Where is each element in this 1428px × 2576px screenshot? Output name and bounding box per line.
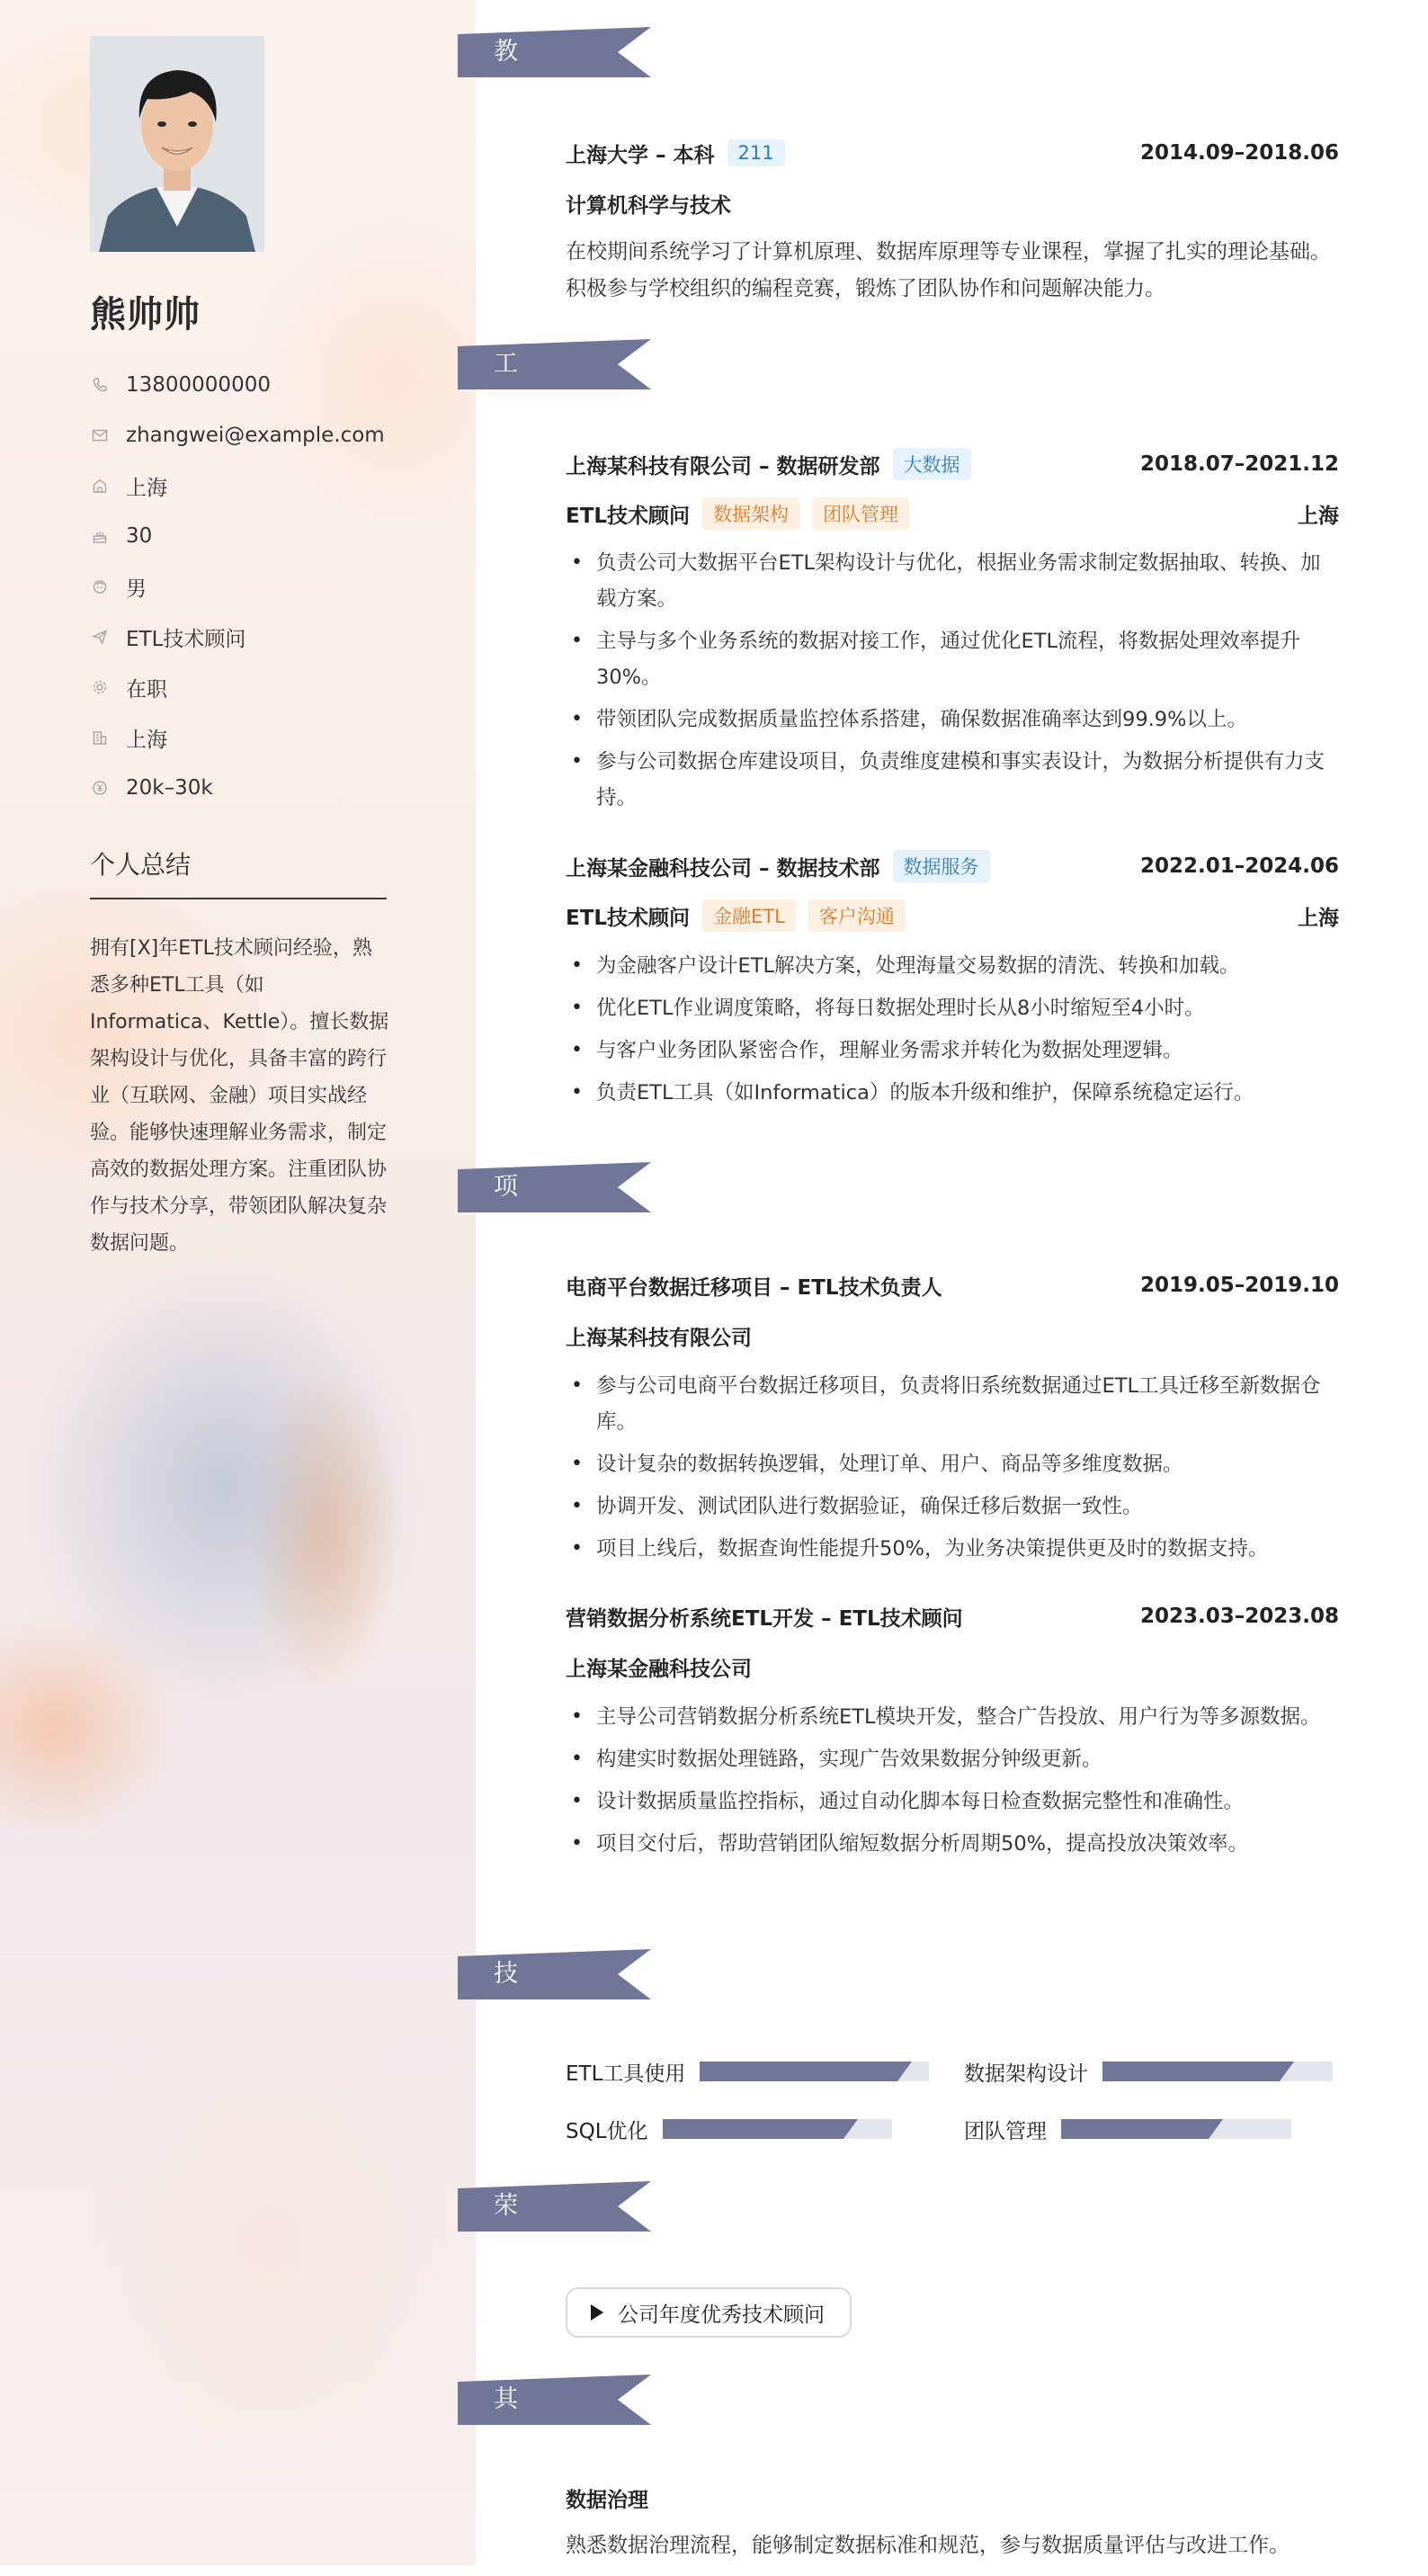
project-date: 2023.03–2023.08 xyxy=(1139,1605,1339,1628)
summary-divider xyxy=(90,898,387,899)
project-company: 上海某金融科技公司 xyxy=(566,1657,752,1681)
company-tag: 大数据 xyxy=(893,448,971,480)
project-entry-header xyxy=(566,1267,1339,1303)
role-tag: 客户沟通 xyxy=(808,899,906,932)
work-role-row xyxy=(566,898,1339,934)
list-item: • 参与公司数据仓库建设项目，负责维度建模和事实表设计，为数据分析提供有力支持。 xyxy=(566,744,1339,816)
home-city: 上海 xyxy=(126,476,167,500)
profile-photo xyxy=(90,36,264,252)
work-role-row xyxy=(566,496,1339,532)
project-entry-header xyxy=(566,1598,1339,1634)
other-title-row xyxy=(566,2480,1339,2516)
skill-item xyxy=(566,2111,892,2147)
list-item: • 项目交付后，帮助营销团队缩短数据分析周期50%，提高投放决策效率。 xyxy=(566,1826,1339,1862)
list-item: • 项目上线后，数据查询性能提升50%，为业务决策提供更及时的数据支持。 xyxy=(566,1531,1339,1567)
skill-bar xyxy=(700,2062,929,2081)
education-description: 在校期间系统学习了计算机原理、数据库原理等专业课程，掌握了扎实的理论基础。积极参与学校组织的编程竞赛，锻炼了团队协作和问题解决能力。 xyxy=(566,240,1331,300)
info-work-city xyxy=(90,712,385,763)
school-tag: 211 xyxy=(727,139,785,166)
other-text: 熟悉数据治理流程，能够制定数据标准和规范，参与数据质量评估与改进工作。 xyxy=(566,2534,1290,2557)
skill-name: 数据架构设计 xyxy=(964,2062,1088,2086)
work-bullets xyxy=(566,948,1339,1117)
sidebar xyxy=(0,0,476,2565)
salary-icon xyxy=(90,778,110,798)
work-entry-header xyxy=(566,446,1339,482)
skill-level-fill xyxy=(1102,2062,1280,2081)
section-title-awards: 荣誉奖项 xyxy=(494,2192,520,2371)
role-tag: 数据架构 xyxy=(702,497,799,530)
list-item: • 带领团队完成数据质量监控体系搭建，确保数据准确率达到99.9%以上。 xyxy=(566,702,1339,738)
skill-item xyxy=(566,2053,929,2089)
section-title-skills: 技能专长 xyxy=(494,1960,520,2139)
education-date: 2014.09–2018.06 xyxy=(1139,141,1339,165)
education-major-row xyxy=(566,185,1339,221)
status-icon xyxy=(90,677,110,697)
gender-icon xyxy=(90,577,110,596)
work-location: 上海 xyxy=(1298,906,1339,930)
home-icon xyxy=(90,476,110,496)
info-position xyxy=(90,612,385,662)
info-phone xyxy=(90,360,385,410)
work-entry-header xyxy=(566,848,1339,884)
company-name: 上海某科技有限公司 – 数据研发部 xyxy=(566,454,880,479)
section-title-work: 工作经历 xyxy=(494,350,520,529)
info-home xyxy=(90,461,385,511)
role-tag: 金融ETL xyxy=(702,899,796,932)
skill-item xyxy=(964,2111,1291,2147)
info-age xyxy=(90,511,385,561)
work-date: 2022.01–2024.06 xyxy=(1139,854,1339,878)
info-email xyxy=(90,410,385,461)
skill-name: SQL优化 xyxy=(566,2119,648,2143)
building-icon xyxy=(90,728,110,747)
project-title: 营销数据分析系统ETL开发 – ETL技术顾问 xyxy=(566,1606,963,1631)
work-city: 上海 xyxy=(126,728,167,752)
list-item: • 与客户业务团队紧密合作，理解业务需求并转化为数据处理逻辑。 xyxy=(566,1033,1339,1069)
info-status xyxy=(90,662,385,712)
candidate-name: 熊帅帅 xyxy=(90,294,201,335)
list-item: • 主导与多个业务系统的数据对接工作，通过优化ETL流程，将数据处理效率提升30%。 xyxy=(566,623,1339,695)
cake-icon xyxy=(90,526,110,546)
mail-icon xyxy=(90,425,110,445)
send-icon xyxy=(90,627,110,647)
skill-bar xyxy=(1061,2119,1291,2139)
section-title-projects: 项目经历 xyxy=(494,1173,520,1352)
job-role: ETL技术顾问 xyxy=(566,906,691,930)
job-role: ETL技术顾问 xyxy=(566,504,691,528)
project-bullets xyxy=(566,1699,1339,1868)
summary-text: 拥有[X]年ETL技术顾问经验，熟悉多种ETL工具（如Informatica、Kettle）。擅长数据架构设计与优化，具备丰富的跨行业（互联网、金融）项目实战经验。能够快速理解业务需求，制定高效的数据处理方案。注重团队协作与技术分享，带领团队解决复杂数据问题。 xyxy=(90,937,389,1255)
company-tag: 数据服务 xyxy=(893,850,990,882)
info-salary xyxy=(90,763,385,813)
project-company-row xyxy=(566,1318,1339,1354)
list-item: • 构建实时数据处理链路，实现广告效果数据分钟级更新。 xyxy=(566,1741,1339,1777)
skill-level-fill xyxy=(700,2062,897,2081)
skill-level-fill xyxy=(1061,2119,1209,2139)
project-date: 2019.05–2019.10 xyxy=(1139,1274,1339,1297)
list-item: • 协调开发、测试团队进行数据验证，确保迁移后数据一致性。 xyxy=(566,1489,1339,1525)
summary-heading: 个人总结 xyxy=(90,850,192,880)
school-name: 上海大学 – 本科 xyxy=(566,143,715,167)
section-title-education: 教育经历 xyxy=(494,38,520,217)
skill-level-fill xyxy=(663,2119,843,2139)
age: 30 xyxy=(126,524,153,548)
list-item: • 参与公司电商平台数据迁移项目，负责将旧系统数据通过ETL工具迁移至新数据仓库。 xyxy=(566,1368,1339,1440)
award-label: 公司年度优秀技术顾问 xyxy=(618,2303,825,2327)
skill-name: 团队管理 xyxy=(964,2119,1047,2143)
email-address: zhangwei@example.com xyxy=(126,424,385,447)
list-item: • 负责公司大数据平台ETL架构设计与优化，根据业务需求制定数据抽取、转换、加载方案。 xyxy=(566,545,1339,617)
phone-number: 13800000000 xyxy=(126,373,271,397)
work-bullets xyxy=(566,545,1339,822)
project-bullets xyxy=(566,1368,1339,1573)
list-item: • 优化ETL作业调度策略，将每日数据处理时长从8小时缩短至4小时。 xyxy=(566,990,1339,1026)
skill-bar xyxy=(663,2119,892,2139)
play-icon xyxy=(591,2304,603,2321)
contact-info-list xyxy=(90,360,385,813)
employment-status: 在职 xyxy=(126,677,167,702)
list-item: • 主导公司营销数据分析系统ETL模块开发，整合广告投放、用户行为等多源数据。 xyxy=(566,1699,1339,1735)
work-location: 上海 xyxy=(1298,504,1339,528)
info-gender xyxy=(90,561,385,612)
gender: 男 xyxy=(126,577,147,601)
job-intention: ETL技术顾问 xyxy=(126,627,246,651)
project-title: 电商平台数据迁移项目 – ETL技术负责人 xyxy=(566,1275,942,1300)
skill-bar xyxy=(1102,2062,1333,2081)
skill-name: ETL工具使用 xyxy=(566,2062,686,2086)
work-date: 2018.07–2021.12 xyxy=(1139,452,1339,476)
section-title-other: 其他信息 xyxy=(494,2385,520,2564)
major: 计算机科学与技术 xyxy=(566,193,731,218)
role-tag: 团队管理 xyxy=(812,497,909,530)
expected-salary: 20k–30k xyxy=(126,776,213,800)
education-entry-header xyxy=(566,135,1339,171)
other-title: 数据治理 xyxy=(566,2488,648,2512)
phone-icon xyxy=(90,375,110,395)
list-item: • 负责ETL工具（如Informatica）的版本升级和维护，保障系统稳定运行。 xyxy=(566,1075,1339,1111)
award-item[interactable] xyxy=(566,2287,852,2338)
list-item: • 设计复杂的数据转换逻辑，处理订单、用户、商品等多维度数据。 xyxy=(566,1446,1339,1482)
company-name: 上海某金融科技公司 – 数据技术部 xyxy=(566,856,880,881)
project-company-row xyxy=(566,1649,1339,1685)
skill-item xyxy=(964,2053,1333,2089)
project-company: 上海某科技有限公司 xyxy=(566,1326,752,1350)
list-item: • 为金融客户设计ETL解决方案，处理海量交易数据的清洗、转换和加载。 xyxy=(566,948,1339,984)
list-item: • 设计数据质量监控指标，通过自动化脚本每日检查数据完整性和准确性。 xyxy=(566,1784,1339,1820)
